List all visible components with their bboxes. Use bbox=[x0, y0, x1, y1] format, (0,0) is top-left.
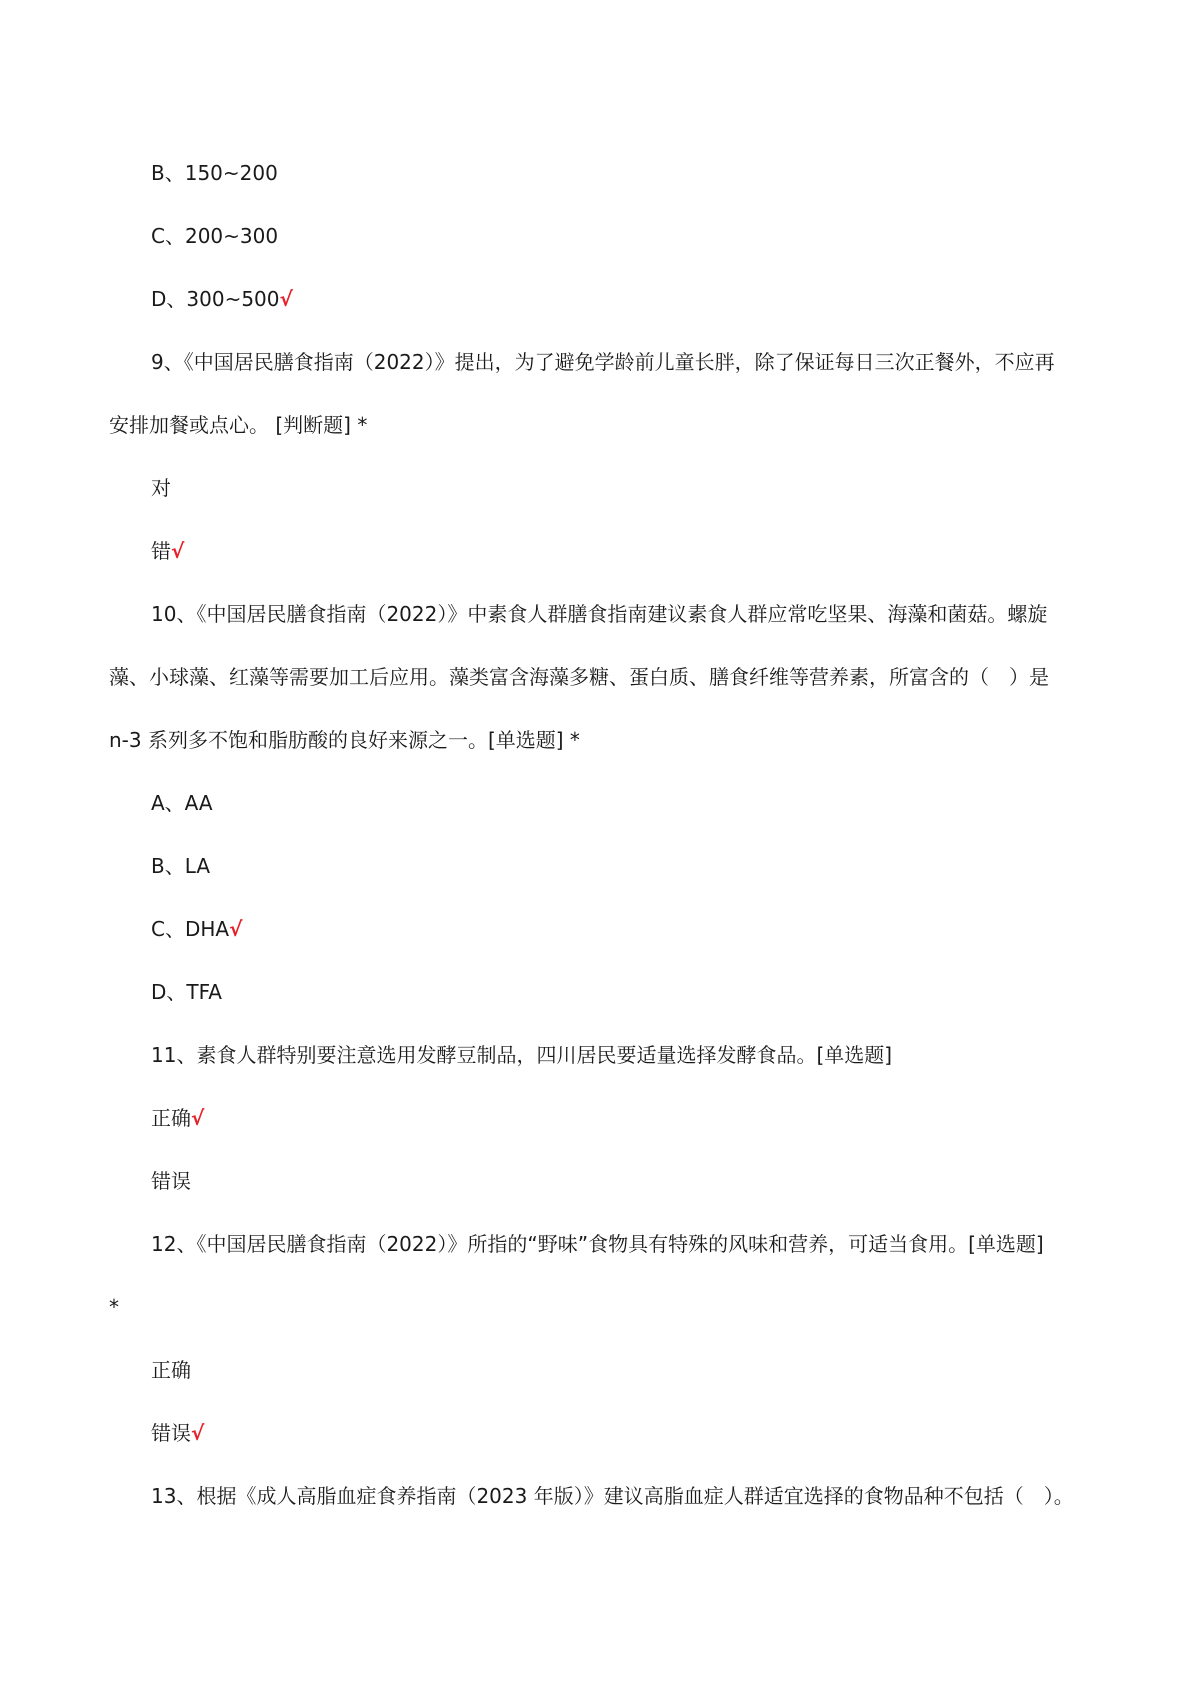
option-label: A、AA bbox=[151, 791, 213, 815]
q8-option-c bbox=[151, 222, 278, 250]
q12-option-correct bbox=[151, 1356, 191, 1384]
q10-option-d bbox=[151, 978, 222, 1006]
option-label: B、LA bbox=[151, 854, 211, 878]
q9-question-line-1: 9、《中国居民膳食指南（2022）》提出，为了避免学龄前儿童长胖，除了保证每日三次正餐外，不应再 bbox=[151, 350, 1055, 374]
correct-check-icon: √ bbox=[191, 1421, 205, 1445]
option-label: D、300~500 bbox=[151, 287, 280, 311]
q8-option-d bbox=[151, 285, 293, 313]
option-label: 正确 bbox=[151, 1106, 191, 1130]
q10-question-line-1: 10、《中国居民膳食指南（2022）》中素食人群膳食指南建议素食人群应常吃坚果、海藻和菌菇。螺旋 bbox=[151, 602, 1048, 626]
option-label: 错误 bbox=[151, 1421, 191, 1445]
q11-option-wrong bbox=[151, 1167, 191, 1195]
q11-option-correct bbox=[151, 1104, 204, 1132]
correct-check-icon: √ bbox=[171, 539, 185, 563]
q10-question-line-3: n-3 系列多不饱和脂肪酸的良好来源之一。[单选题] * bbox=[109, 728, 580, 752]
q11-question-line-1: 11、素食人群特别要注意选用发酵豆制品，四川居民要适量选择发酵食品。[单选题] bbox=[151, 1043, 893, 1067]
correct-check-icon: √ bbox=[229, 917, 243, 941]
q12-option-wrong bbox=[151, 1419, 204, 1447]
option-label: 错 bbox=[151, 539, 171, 563]
option-label: 正确 bbox=[151, 1358, 191, 1382]
correct-check-icon: √ bbox=[279, 287, 293, 311]
q10-question-line-2: 藻、小球藻、红藻等需要加工后应用。藻类富含海藻多糖、蛋白质、膳食纤维等营养素，所富含的（ ）是 bbox=[109, 665, 1049, 689]
q9-question-line-2: 安排加餐或点心。 [判断题] * bbox=[109, 413, 368, 437]
q10-option-a bbox=[151, 789, 213, 817]
q9-option-false bbox=[151, 537, 184, 565]
q8-option-b bbox=[151, 159, 278, 187]
q13-question-line-1: 13、根据《成人高脂血症食养指南（2023 年版）》建议高脂血症人群适宜选择的食物品种不包括（ ）。 bbox=[151, 1484, 1074, 1508]
option-label: C、DHA bbox=[151, 917, 230, 941]
option-label: C、200~300 bbox=[151, 224, 279, 248]
q10-option-c bbox=[151, 915, 242, 943]
correct-check-icon: √ bbox=[191, 1106, 205, 1130]
option-label: B、150~200 bbox=[151, 161, 278, 185]
q9-option-true bbox=[151, 474, 171, 502]
option-label: D、TFA bbox=[151, 980, 222, 1004]
q12-question-line-2: * bbox=[109, 1295, 119, 1319]
option-label: 错误 bbox=[151, 1169, 191, 1193]
q12-question-line-1: 12、《中国居民膳食指南（2022）》所指的“野味”食物具有特殊的风味和营养，可适当食用。[单选题] bbox=[151, 1232, 1044, 1256]
q10-option-b bbox=[151, 852, 210, 880]
option-label: 对 bbox=[151, 476, 171, 500]
